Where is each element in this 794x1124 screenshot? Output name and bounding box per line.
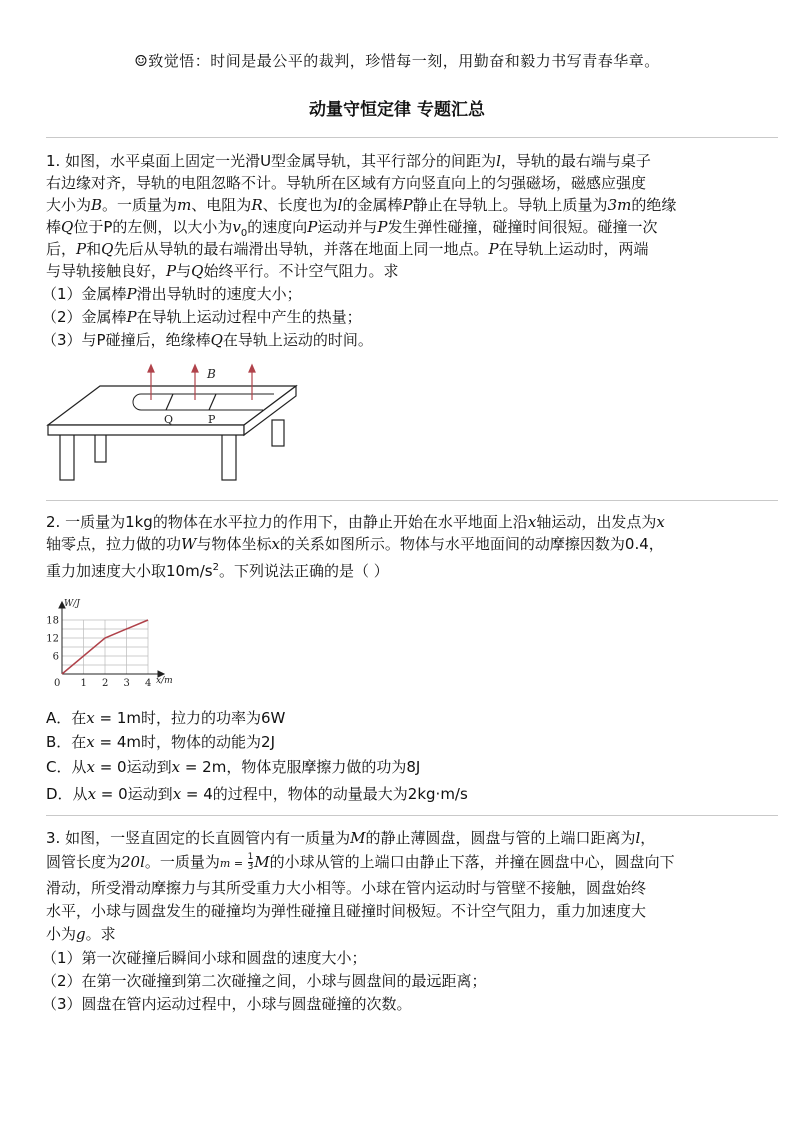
x-tick-label: 4: [145, 678, 152, 689]
work-position-chart: [40, 592, 190, 692]
x-tick-label: 0: [54, 678, 61, 689]
divider: [46, 137, 778, 138]
y-tick-label: 18: [46, 615, 59, 627]
option-b[interactable]: B．在x = 4m时，物体的动能为2J: [46, 733, 275, 751]
page-title: 动量守恒定律 专题汇总: [309, 100, 485, 120]
option-a[interactable]: A．在x = 1m时，拉力的功率为6W: [46, 709, 286, 727]
x-tick-label: 2: [102, 678, 109, 689]
option-c[interactable]: C．从x = 0运动到x = 2m，物体克服摩擦力做的功为8J: [46, 758, 421, 776]
label-P: P: [208, 413, 216, 426]
x-tick-label: 1: [80, 678, 87, 689]
x-axis-label: x/m: [156, 676, 173, 686]
y-tick-label: 12: [46, 633, 59, 645]
y-axis-label: W/J: [64, 599, 80, 609]
option-d[interactable]: D．从x = 0运动到x = 4的过程中，物体的动量最大为2kg·m/s: [46, 785, 468, 803]
x-tick-label: 3: [123, 678, 130, 689]
y-tick-label: 6: [52, 651, 59, 663]
table-rail-figure: [40, 360, 310, 485]
motto: ☺致觉悟：时间是最公平的裁判，珍惜每一刻，用勤奋和毅力书写青春华章。: [134, 52, 660, 70]
divider: [46, 500, 778, 501]
divider: [46, 815, 778, 816]
label-Q: Q: [164, 413, 174, 426]
label-B: B: [207, 367, 216, 381]
